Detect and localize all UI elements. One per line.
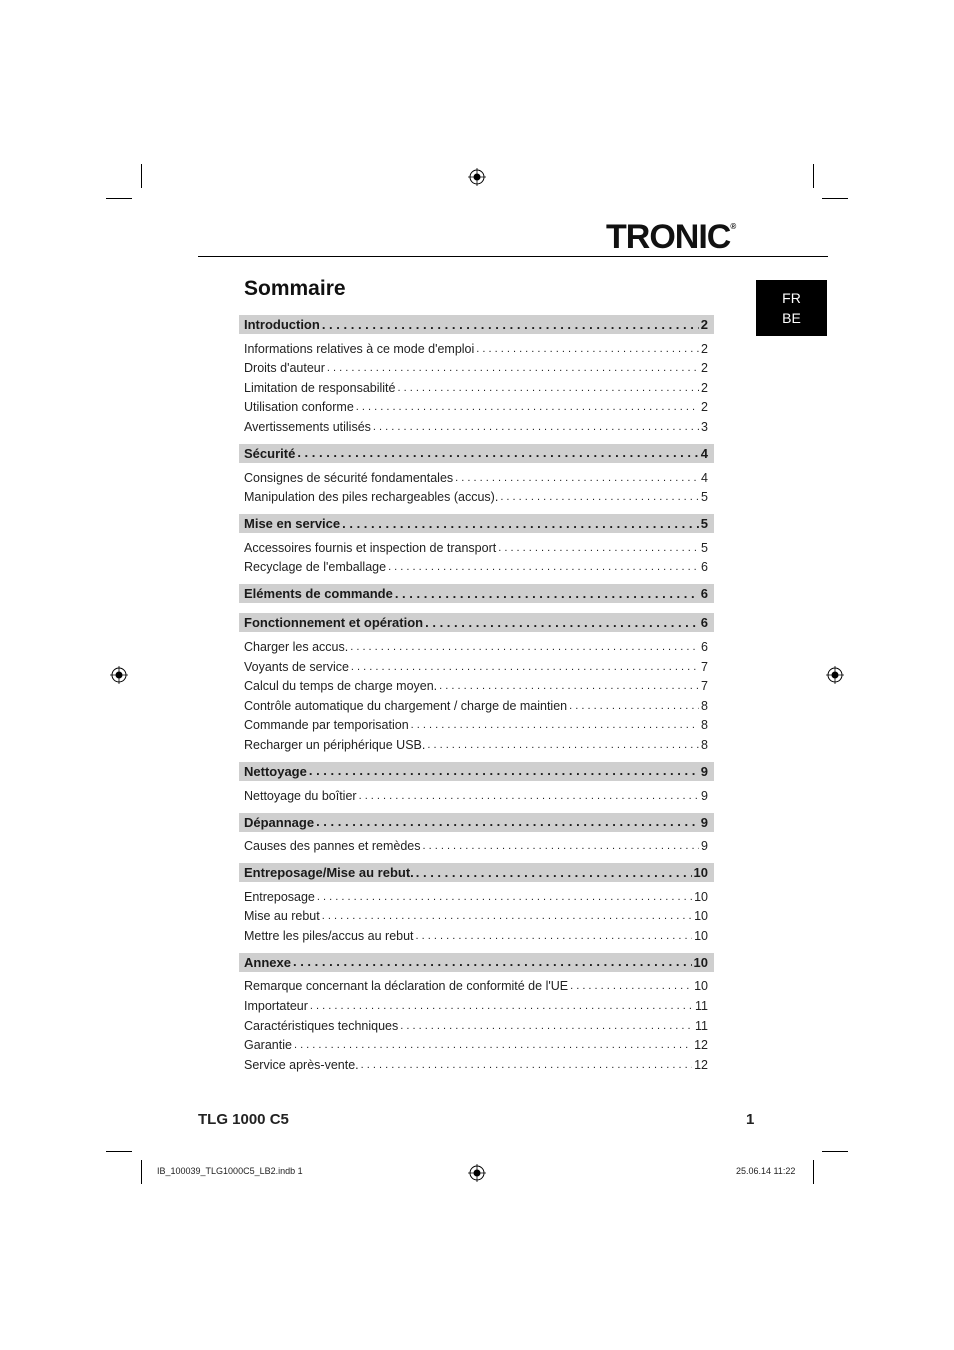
toc-leader	[500, 490, 699, 504]
toc-section-title: Entreposage/Mise au rebut.	[244, 865, 414, 881]
toc-item[interactable]	[239, 465, 714, 485]
toc-item[interactable]	[239, 535, 714, 555]
toc-item[interactable]	[239, 884, 714, 904]
toc-section-page: 6	[700, 615, 708, 631]
toc-item-page: 5	[701, 540, 708, 555]
toc-section-title: Sécurité	[244, 445, 296, 461]
toc-leader	[427, 738, 699, 752]
toc-section-page: 6	[700, 586, 708, 602]
table-of-contents	[239, 315, 714, 1072]
toc-leader	[400, 1019, 693, 1033]
toc-item[interactable]	[239, 713, 714, 733]
toc-item-page: 11	[695, 999, 708, 1014]
toc-leader	[476, 342, 699, 356]
toc-item-label: Mise au rebut	[244, 909, 320, 924]
toc-leader	[293, 955, 692, 969]
toc-leader	[570, 979, 692, 993]
toc-leader	[569, 699, 699, 713]
registration-mark-icon	[110, 666, 128, 684]
toc-leader	[327, 361, 699, 375]
toc-item-label: Voyants de service	[244, 659, 349, 674]
toc-item[interactable]	[239, 993, 714, 1013]
toc-item[interactable]	[239, 904, 714, 924]
toc-item-label: Recharger un périphérique USB.	[244, 737, 426, 752]
crop-mark	[813, 1160, 814, 1184]
toc-section-title: Nettoyage	[244, 763, 307, 779]
toc-leader	[395, 587, 699, 601]
crop-mark	[822, 1151, 848, 1152]
toc-item[interactable]	[239, 1033, 714, 1053]
toc-section[interactable]	[239, 613, 714, 632]
toc-item[interactable]	[239, 923, 714, 943]
toc-section-items	[239, 463, 714, 504]
toc-item-page: 2	[701, 361, 708, 376]
toc-leader	[498, 541, 699, 555]
toc-section-page: 9	[700, 763, 708, 779]
toc-item[interactable]	[239, 1013, 714, 1033]
toc-item-page: 2	[701, 380, 708, 395]
toc-item-page: 8	[701, 718, 708, 733]
toc-leader	[309, 764, 699, 778]
toc-section-page: 5	[700, 516, 708, 532]
toc-section-title: Annexe	[244, 954, 291, 970]
toc-leader	[297, 446, 698, 460]
toc-item[interactable]	[239, 654, 714, 674]
toc-item-label: Nettoyage du boîtier	[244, 788, 357, 803]
toc-item-label: Recyclage de l'emballage	[244, 560, 387, 575]
model-number: TLG 1000 C5	[198, 1111, 289, 1128]
toc-item-page: 6	[701, 560, 708, 575]
header-rule	[198, 256, 828, 257]
toc-leader	[350, 640, 699, 654]
toc-item-page: 7	[701, 659, 708, 674]
toc-section[interactable]	[239, 444, 714, 463]
toc-section[interactable]	[239, 584, 714, 603]
toc-section-items	[239, 832, 714, 854]
registration-mark-icon	[468, 1164, 486, 1182]
toc-item-label: Garantie	[244, 1038, 292, 1053]
toc-item-label: Accessoires fournis et inspection de transport	[244, 540, 497, 555]
toc-section[interactable]	[239, 813, 714, 832]
toc-section-title: Eléments de commande	[244, 586, 393, 602]
toc-leader	[322, 909, 692, 923]
toc-item[interactable]	[239, 395, 714, 415]
crop-mark	[822, 198, 848, 199]
toc-item-label: Causes des pannes et remèdes	[244, 839, 421, 854]
toc-item[interactable]	[239, 336, 714, 356]
toc-section[interactable]	[239, 863, 714, 882]
toc-section-page: 10	[693, 954, 708, 970]
toc-item[interactable]	[239, 974, 714, 994]
toc-item-label: Service après-vente.	[244, 1057, 359, 1072]
toc-item-label: Droits d'auteur	[244, 361, 325, 376]
toc-section-items	[239, 882, 714, 943]
crop-mark	[813, 164, 814, 188]
toc-item-page: 5	[701, 490, 708, 505]
toc-item[interactable]	[239, 732, 714, 752]
registration-mark-icon	[468, 168, 486, 186]
toc-item[interactable]	[239, 1052, 714, 1072]
toc-leader	[397, 381, 699, 395]
toc-item-label: Consignes de sécurité fondamentales	[244, 470, 454, 485]
language-tab	[756, 280, 827, 336]
toc-item-page: 10	[694, 889, 708, 904]
toc-item[interactable]	[239, 555, 714, 575]
date-slug: 25.06.14 11:22	[736, 1166, 796, 1176]
toc-item-page: 12	[694, 1038, 708, 1053]
toc-section-title: Fonctionnement et opération	[244, 615, 424, 631]
toc-section-title: Mise en service	[244, 516, 341, 532]
toc-leader	[373, 420, 699, 434]
brand-logo: TRONIC®	[606, 218, 737, 256]
toc-leader	[416, 929, 693, 943]
toc-item-label: Importateur	[244, 999, 308, 1014]
toc-leader	[351, 660, 699, 674]
toc-section-items	[239, 334, 714, 434]
toc-item-label: Caractéristiques techniques	[244, 1018, 399, 1033]
toc-section-page: 9	[700, 814, 708, 830]
toc-section[interactable]	[239, 514, 714, 533]
toc-leader	[455, 471, 699, 485]
toc-leader	[388, 560, 699, 574]
toc-section-page: 10	[693, 865, 708, 881]
toc-leader	[317, 890, 692, 904]
toc-section-page: 2	[700, 317, 708, 332]
toc-leader	[316, 815, 699, 829]
toc-section-items	[239, 781, 714, 803]
language-code: FR	[782, 290, 801, 306]
toc-item-page: 9	[701, 839, 708, 854]
page-number: 1	[746, 1111, 755, 1128]
toc-item[interactable]	[239, 783, 714, 803]
toc-item-page: 8	[701, 737, 708, 752]
toc-leader	[310, 999, 693, 1013]
toc-section[interactable]	[239, 315, 714, 334]
toc-leader	[322, 318, 699, 332]
toc-item-label: Commande par temporisation	[244, 718, 409, 733]
toc-item-label: Contrôle automatique du chargement / charge de maintien	[244, 698, 568, 713]
toc-leader	[439, 679, 699, 693]
toc-item-label: Mettre les piles/accus au rebut	[244, 928, 414, 943]
toc-section[interactable]	[239, 762, 714, 781]
toc-section-title: Dépannage	[244, 814, 315, 830]
toc-item-page: 2	[701, 341, 708, 356]
toc-leader	[411, 718, 699, 732]
toc-item-page: 10	[694, 979, 708, 994]
toc-leader	[425, 616, 699, 630]
toc-item-page: 11	[695, 1018, 708, 1033]
toc-leader	[423, 839, 700, 853]
toc-section-items	[239, 632, 714, 752]
toc-leader	[359, 789, 699, 803]
language-code: BE	[782, 310, 801, 326]
toc-item[interactable]	[239, 414, 714, 434]
toc-item-page: 4	[701, 470, 708, 485]
toc-leader	[361, 1058, 692, 1072]
toc-item-page: 9	[701, 788, 708, 803]
file-slug: IB_100039_TLG1000C5_LB2.indb 1	[157, 1166, 303, 1176]
toc-item[interactable]	[239, 485, 714, 505]
toc-section-items	[239, 972, 714, 1072]
toc-item-label: Manipulation des piles rechargeables (accus).	[244, 490, 499, 505]
page-title: Sommaire	[244, 277, 346, 300]
toc-item-page: 10	[694, 909, 708, 924]
crop-mark	[106, 1151, 132, 1152]
toc-item-label: Avertissements utilisés	[244, 419, 371, 434]
toc-item[interactable]	[239, 693, 714, 713]
toc-item-label: Remarque concernant la déclaration de conformité de l'UE	[244, 979, 569, 994]
toc-item-page: 2	[701, 400, 708, 415]
toc-item-page: 7	[701, 679, 708, 694]
toc-item-page: 8	[701, 698, 708, 713]
toc-item[interactable]	[239, 834, 714, 854]
toc-item-label: Entreposage	[244, 889, 315, 904]
crop-mark	[106, 198, 132, 199]
toc-section[interactable]	[239, 953, 714, 972]
registration-mark-icon	[826, 666, 844, 684]
toc-item-label: Limitation de responsabilité	[244, 380, 396, 395]
toc-leader	[356, 400, 699, 414]
toc-item[interactable]	[239, 356, 714, 376]
toc-section-title: Introduction	[244, 317, 320, 332]
toc-leader	[342, 517, 699, 531]
toc-item-page: 3	[701, 419, 708, 434]
crop-mark	[141, 1160, 142, 1184]
toc-section-page: 4	[700, 445, 708, 461]
toc-item[interactable]	[239, 634, 714, 654]
toc-item-page: 12	[694, 1057, 708, 1072]
toc-item-page: 6	[701, 639, 708, 654]
toc-item-page: 10	[694, 928, 708, 943]
toc-item[interactable]	[239, 375, 714, 395]
toc-item-label: Charger les accus.	[244, 639, 349, 654]
toc-item[interactable]	[239, 674, 714, 694]
toc-leader	[294, 1038, 692, 1052]
toc-leader	[416, 866, 692, 880]
toc-item-label: Calcul du temps de charge moyen.	[244, 679, 438, 694]
toc-item-label: Utilisation conforme	[244, 400, 354, 415]
crop-mark	[141, 164, 142, 188]
toc-item-label: Informations relatives à ce mode d'emploi	[244, 341, 475, 356]
toc-section-items	[239, 533, 714, 574]
